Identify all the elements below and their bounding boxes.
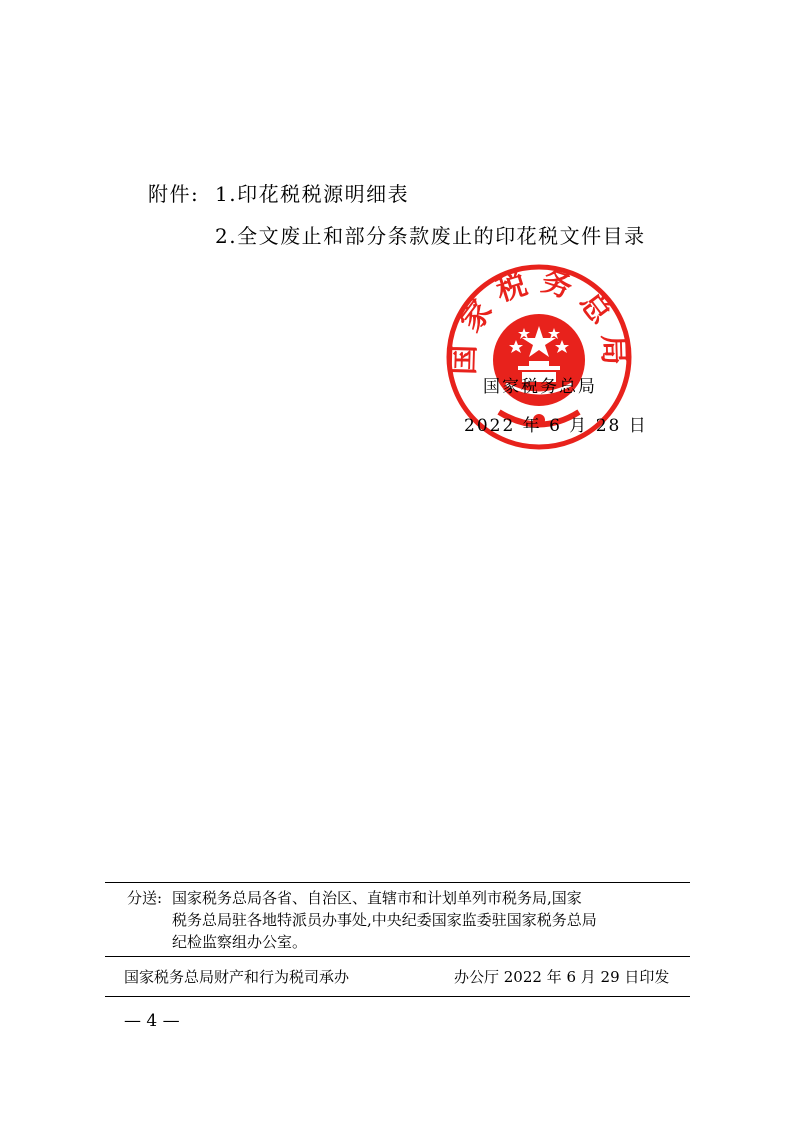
issue-date: 2022 年 6 月 28 日 — [464, 416, 648, 436]
attachment-item-1[interactable]: 1.印花税税源明细表 — [215, 182, 410, 206]
distribution-label: 分送: — [127, 889, 163, 907]
distribution-list — [172, 887, 677, 953]
svg-text:国家税务总局: 国家税务总局 — [446, 263, 632, 376]
issuer-name: 国家税务总局 — [483, 377, 597, 397]
distribution-line: 国家税务总局各省、自治区、直辖市和计划单列市税务局,国家 — [172, 889, 582, 907]
divider-top — [105, 882, 690, 883]
print-info: 办公厅 2022 年 6 月 29 日印发 — [454, 968, 670, 986]
divider-bottom — [105, 996, 690, 997]
distribution-line: 税务总局驻各地特派员办事处,中央纪委国家监委驻国家税务总局 — [172, 911, 597, 929]
attachments-label: 附件: — [148, 182, 200, 206]
undertaking-department: 国家税务总局财产和行为税司承办 — [124, 968, 350, 986]
divider-middle — [105, 956, 690, 957]
distribution-line: 纪检监察组办公室。 — [172, 933, 308, 951]
attachment-item-2[interactable]: 2.全文废止和部分条款废止的印花税文件目录 — [215, 224, 646, 248]
page-number: — 4 — — [124, 1011, 180, 1031]
